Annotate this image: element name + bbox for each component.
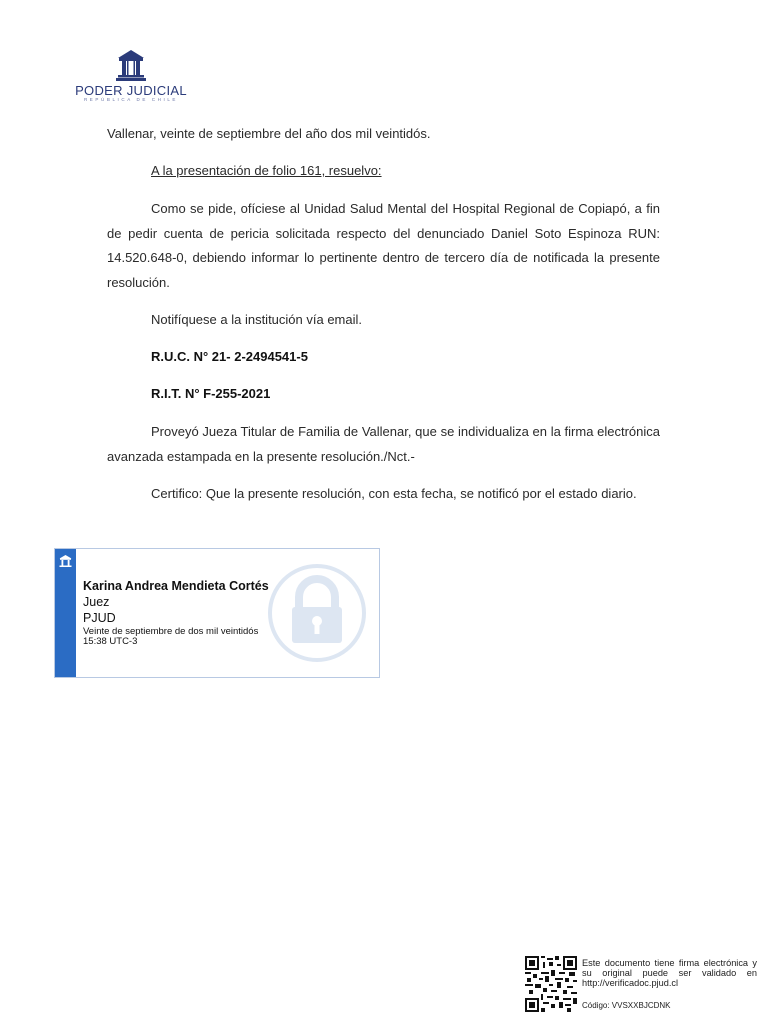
resolution-heading: A la presentación de folio 161, resuelvo: xyxy=(151,163,382,178)
poder-judicial-logo xyxy=(75,48,187,120)
paragraph-notification: Notifíquese a la institución vía email. xyxy=(151,312,362,327)
signature-date: Veinte de septiembre de dos mil veintidós xyxy=(83,626,259,637)
logo-title: PODER JUDICIAL xyxy=(75,83,187,98)
ruc-number: R.U.C. N° 21- 2-2494541-5 xyxy=(151,349,308,364)
date-line: Vallenar, veinte de septiembre del año dos mil veintidós. xyxy=(107,126,431,141)
heading-wrapper xyxy=(107,159,704,184)
signer-role: Juez xyxy=(83,595,110,609)
verification-footer xyxy=(525,956,761,1016)
signature-accent-bar xyxy=(55,549,76,677)
logo-subtitle: REPÚBLICA DE CHILE xyxy=(83,97,179,102)
paragraph-judge: Proveyó Jueza Titular de Familia de Vallenar, que se individualiza en la firma electrónica avanzada estampada en la presente resolución./Nct.- xyxy=(107,424,660,464)
signature-details xyxy=(83,578,313,647)
courthouse-icon xyxy=(114,48,148,82)
qr-code-icon[interactable] xyxy=(525,956,577,1012)
electronic-signature-box xyxy=(54,548,380,678)
verification-text: Este documento tiene firma electrónica y su original puede ser validado en http://verificadoc.pjud.cl xyxy=(582,958,757,988)
signer-institution: PJUD xyxy=(83,611,116,625)
courthouse-icon xyxy=(58,554,73,569)
verification-code: Código: VVSXXBJCDNK xyxy=(582,1001,671,1010)
signer-name: Karina Andrea Mendieta Cortés xyxy=(83,579,269,593)
signature-time: 15:38 UTC-3 xyxy=(83,636,138,647)
rit-number: R.I.T. N° F-255-2021 xyxy=(151,386,271,401)
paragraph-official-request: Como se pide, ofíciese al Unidad Salud Mental del Hospital Regional de Copiapó, a fin de pedir cuenta de pericia solicitada respecto del denunciado Daniel Soto Espinoza RUN: 14.520.648-0, debiendo informar lo pertinente dentro de tercero día de notificada la presente resolución. xyxy=(107,201,660,290)
paragraph-certification: Certifico: Que la presente resolución, con esta fecha, se notificó por el estado diario. xyxy=(151,486,637,501)
